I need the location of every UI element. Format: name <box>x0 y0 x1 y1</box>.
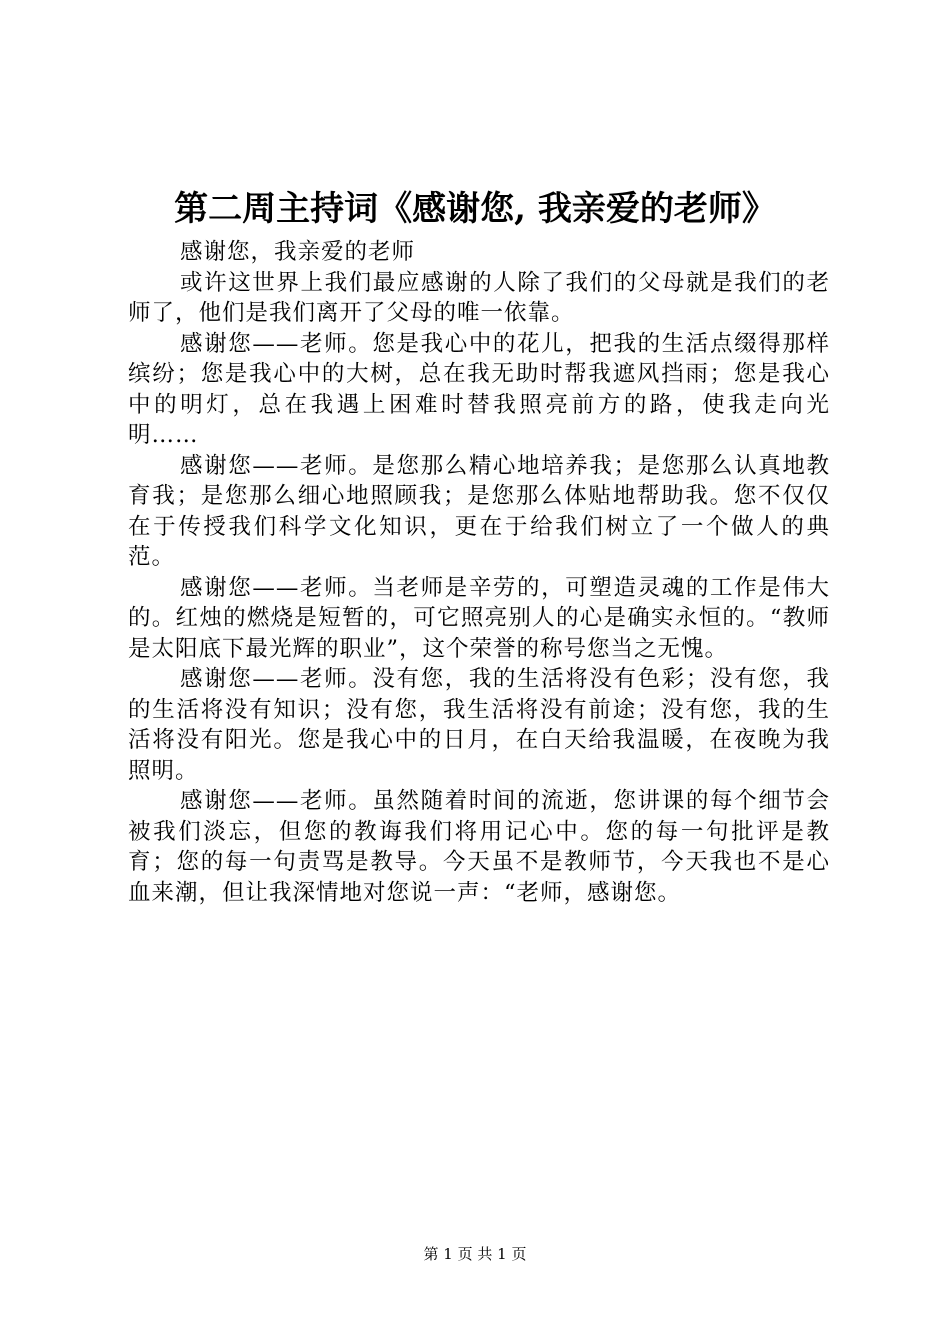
paragraph: 感谢您——老师。是您那么精心地培养我；是您那么认真地教育我；是您那么细心地照顾我；是您那么体贴地帮助我。您不仅仅在于传授我们科学文化知识，更在于给我们树立了一个做人的典范。 <box>128 452 830 570</box>
paragraph-heading: 感谢您，我亲爱的老师 <box>180 239 416 265</box>
document-title: 第二周主持词《感谢您, 我亲爱的老师》 <box>174 189 776 229</box>
paragraph: 感谢您——老师。虽然随着时间的流逝，您讲课的每个细节会被我们淡忘，但您的教诲我们将用记心中。您的每一句批评是教育；您的每一句责骂是教导。今天虽不是教师节，今天我也不是心血来潮，但让我深情地对您说一声：“老师，感谢您。 <box>128 788 830 906</box>
paragraph: 感谢您——老师。您是我心中的花儿，把我的生活点缀得那样缤纷；您是我心中的大树，总在我无助时帮我遮风挡雨；您是我心中的明灯，总在我遇上困难时替我照亮前方的路，使我走向光明…… <box>128 330 830 448</box>
paragraph: 感谢您——老师。没有您，我的生活将没有色彩；没有您，我的生活将没有知识；没有您，我生活将没有前途；没有您，我的生活将没有阳光。您是我心中的日月，在白天给我温暖，在夜晚为我照明。 <box>128 666 830 784</box>
paragraph: 或许这世界上我们最应感谢的人除了我们的父母就是我们的老师了，他们是我们离开了父母的唯一依靠。 <box>128 269 830 326</box>
page-number-footer: 第 1 页 共 1 页 <box>423 1245 527 1263</box>
paragraph: 感谢您——老师。当老师是辛劳的，可塑造灵魂的工作是伟大的。红烛的燃烧是短暂的，可它照亮别人的心是确实永恒的。“教师是太阳底下最光辉的职业”，这个荣誉的称号您当之无愧。 <box>128 574 830 662</box>
document-body <box>128 237 830 908</box>
